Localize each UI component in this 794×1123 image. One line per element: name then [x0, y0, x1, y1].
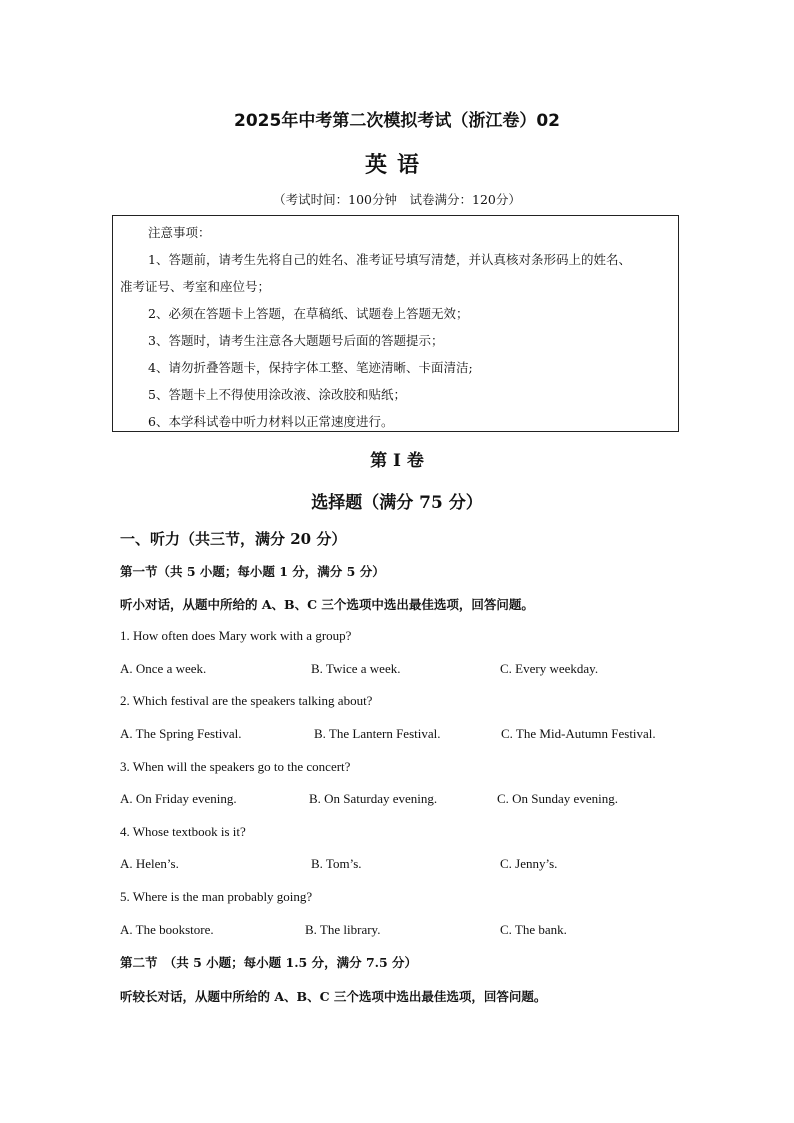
notice-box [112, 215, 679, 432]
question-2: 2. Which festival are the speakers talking about? [120, 693, 373, 708]
notice-item-3: 3、答题时，请考生注意各大题题号后面的答题提示； [148, 333, 444, 348]
question-3-option-b: B. On Saturday evening. [309, 791, 438, 806]
question-2-option-c: C. The Mid-Autumn Festival. [501, 726, 656, 741]
question-1-option-a: A. Once a week. [120, 661, 207, 676]
question-5-option-c: C. The bank. [500, 922, 567, 937]
notice-item-6: 6、本学科试卷中听力材料以正常速度进行。 [148, 414, 394, 429]
notice-item-1-line-2: 准考证号、考室和座位号； [120, 279, 271, 294]
question-5-option-b: B. The library. [305, 922, 381, 937]
question-1-option-b: B. Twice a week. [311, 661, 401, 676]
subsection-2-instruction: 听较长对话，从题中所给的 A、B、C 三个选项中选出最佳选项，回答问题。 [120, 989, 547, 1004]
question-2-option-a: A. The Spring Festival. [120, 726, 242, 741]
subject-title: 英语 [364, 152, 429, 178]
question-3-option-c: C. On Sunday evening. [497, 791, 618, 806]
subsection-1-title: 第一节（共 5 小题；每小题 1 分，满分 5 分） [120, 564, 385, 579]
notice-heading: 注意事项： [148, 225, 211, 240]
section-1-title: 一、听力（共三节，满分 20 分） [120, 530, 347, 548]
question-3-option-a: A. On Friday evening. [120, 791, 237, 806]
question-3: 3. When will the speakers go to the concert? [120, 759, 351, 774]
question-4-option-c: C. Jenny’s. [500, 856, 558, 871]
subsection-2-title: 第二节 （共 5 小题；每小题 1.5 分，满分 7.5 分） [120, 955, 418, 970]
exam-info: （考试时间：100分钟 试卷满分：120分） [273, 192, 521, 207]
question-1-option-c: C. Every weekday. [500, 661, 599, 676]
question-4-option-b: B. Tom’s. [311, 856, 362, 871]
volume-heading: 第 I 卷 [370, 451, 424, 471]
question-5: 5. Where is the man probably going? [120, 889, 313, 904]
notice-item-5: 5、答题卡上不得使用涂改液、涂改胶和贴纸； [148, 387, 406, 402]
question-4: 4. Whose textbook is it? [120, 824, 246, 839]
exam-title: 2025年中考第二次模拟考试（浙江卷）02 [234, 111, 560, 131]
question-5-option-a: A. The bookstore. [120, 922, 214, 937]
notice-item-4: 4、请勿折叠答题卡，保持字体工整、笔迹清晰、卡面清洁; [148, 360, 473, 375]
notice-item-1-line-1: 1、答题前，请考生先将自己的姓名、准考证号填写清楚，并认真核对条形码上的姓名、 [148, 252, 631, 267]
question-2-option-b: B. The Lantern Festival. [314, 726, 441, 741]
question-4-option-a: A. Helen’s. [120, 856, 179, 871]
question-1: 1. How often does Mary work with a group? [120, 628, 352, 643]
subsection-1-instruction: 听小对话，从题中所给的 A、B、C 三个选项中选出最佳选项，回答问题。 [120, 597, 534, 612]
part-title: 选择题（满分 75 分） [311, 493, 483, 513]
notice-item-2: 2、必须在答题卡上答题，在草稿纸、试题卷上答题无效； [148, 306, 469, 321]
